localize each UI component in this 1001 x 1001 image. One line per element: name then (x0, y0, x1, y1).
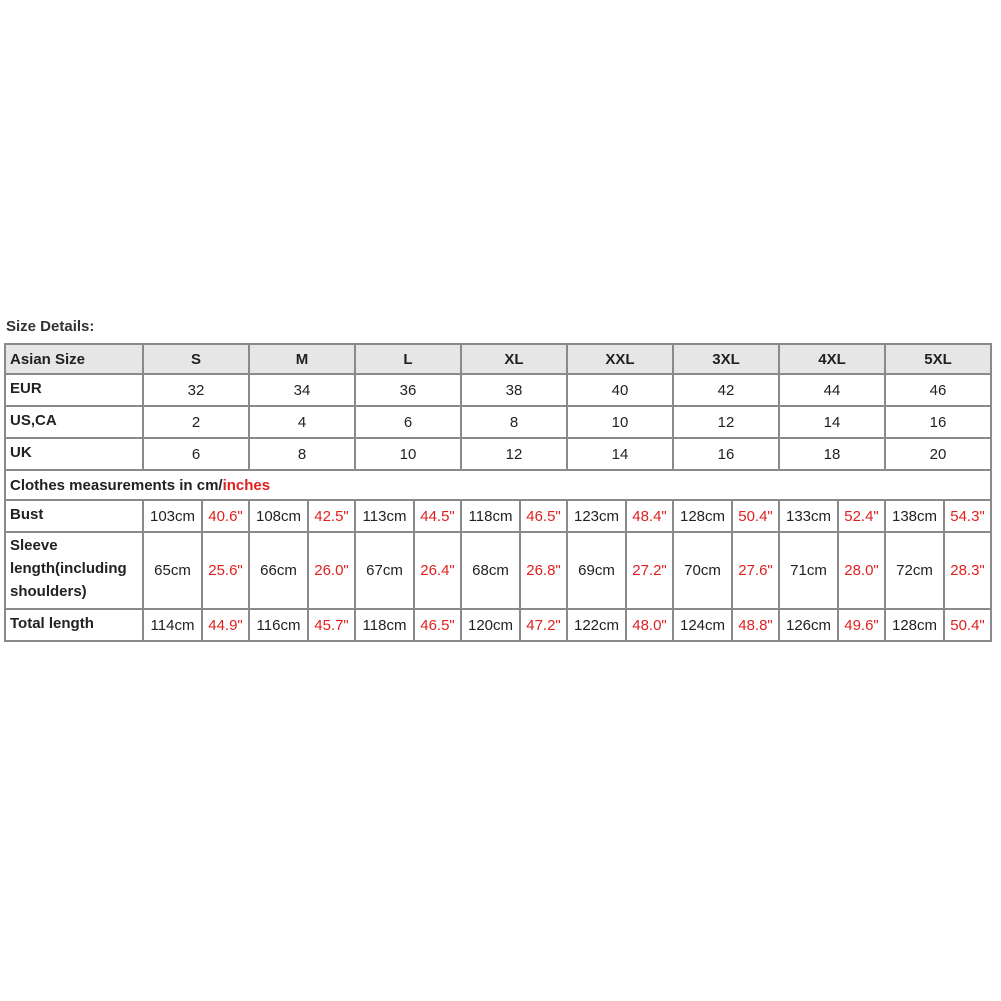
cm-value: 120cm (461, 609, 520, 641)
inch-value: 40.6" (202, 500, 249, 532)
size-header: XXL (567, 344, 673, 374)
cm-value: 124cm (673, 609, 732, 641)
size-header: M (249, 344, 355, 374)
size-value: 40 (567, 374, 673, 406)
row-label: UK (5, 438, 143, 470)
size-value: 8 (461, 406, 567, 438)
size-value: 34 (249, 374, 355, 406)
inch-value: 48.4" (626, 500, 673, 532)
inch-value: 54.3" (944, 500, 991, 532)
row-label: US,CA (5, 406, 143, 438)
measurement-row (5, 609, 991, 641)
measurements-title-prefix: Clothes measurements in cm/ (10, 476, 223, 494)
inch-value: 42.5" (308, 500, 355, 532)
size-value: 6 (355, 406, 461, 438)
inch-value: 52.4" (838, 500, 885, 532)
measurements-title-suffix: inches (222, 476, 271, 494)
cm-value: 122cm (567, 609, 626, 641)
inch-value: 28.0" (838, 532, 885, 609)
row-label: Bust (5, 500, 143, 532)
inch-value: 48.0" (626, 609, 673, 641)
cm-value: 70cm (673, 532, 732, 609)
size-value: 44 (779, 374, 885, 406)
cm-value: 114cm (143, 609, 202, 641)
size-header: 5XL (885, 344, 991, 374)
inch-value: 44.5" (414, 500, 461, 532)
size-header: S (143, 344, 249, 374)
size-table (4, 343, 992, 642)
cm-value: 116cm (249, 609, 308, 641)
inch-value: 46.5" (414, 609, 461, 641)
cm-value: 103cm (143, 500, 202, 532)
size-header: XL (461, 344, 567, 374)
inch-value: 47.2" (520, 609, 567, 641)
measurements-title (5, 470, 991, 500)
size-value: 12 (461, 438, 567, 470)
inch-value: 27.2" (626, 532, 673, 609)
cm-value: 65cm (143, 532, 202, 609)
size-value: 20 (885, 438, 991, 470)
inch-value: 26.8" (520, 532, 567, 609)
inch-value: 45.7" (308, 609, 355, 641)
inch-value: 46.5" (520, 500, 567, 532)
size-value: 6 (143, 438, 249, 470)
page-title: Size Details: (6, 318, 95, 335)
conversion-row (5, 374, 991, 406)
size-value: 2 (143, 406, 249, 438)
cm-value: 128cm (885, 609, 944, 641)
cm-value: 71cm (779, 532, 838, 609)
row-label: Sleeve length(including shoulders) (5, 532, 143, 609)
measurement-row (5, 500, 991, 532)
inch-value: 50.4" (944, 609, 991, 641)
size-value: 46 (885, 374, 991, 406)
inch-value: 26.4" (414, 532, 461, 609)
header-row (5, 344, 991, 374)
row-label: EUR (5, 374, 143, 406)
cm-value: 118cm (355, 609, 414, 641)
size-header: 3XL (673, 344, 779, 374)
header-label: Asian Size (5, 344, 143, 374)
inch-value: 50.4" (732, 500, 779, 532)
inch-value: 48.8" (732, 609, 779, 641)
cm-value: 66cm (249, 532, 308, 609)
inch-value: 27.6" (732, 532, 779, 609)
cm-value: 133cm (779, 500, 838, 532)
cm-value: 72cm (885, 532, 944, 609)
size-value: 18 (779, 438, 885, 470)
inch-value: 28.3" (944, 532, 991, 609)
size-value: 8 (249, 438, 355, 470)
size-value: 14 (779, 406, 885, 438)
cm-value: 68cm (461, 532, 520, 609)
measurement-row (5, 532, 991, 609)
conversion-row (5, 438, 991, 470)
size-header: L (355, 344, 461, 374)
cm-value: 113cm (355, 500, 414, 532)
size-value: 42 (673, 374, 779, 406)
row-label: Total length (5, 609, 143, 641)
inch-value: 49.6" (838, 609, 885, 641)
size-value: 4 (249, 406, 355, 438)
size-value: 32 (143, 374, 249, 406)
cm-value: 108cm (249, 500, 308, 532)
size-value: 14 (567, 438, 673, 470)
inch-value: 26.0" (308, 532, 355, 609)
size-value: 16 (885, 406, 991, 438)
size-value: 10 (567, 406, 673, 438)
size-value: 38 (461, 374, 567, 406)
size-value: 36 (355, 374, 461, 406)
size-value: 16 (673, 438, 779, 470)
cm-value: 126cm (779, 609, 838, 641)
conversion-row (5, 406, 991, 438)
cm-value: 118cm (461, 500, 520, 532)
cm-value: 69cm (567, 532, 626, 609)
inch-value: 25.6" (202, 532, 249, 609)
inch-value: 44.9" (202, 609, 249, 641)
cm-value: 67cm (355, 532, 414, 609)
size-header: 4XL (779, 344, 885, 374)
cm-value: 123cm (567, 500, 626, 532)
cm-value: 138cm (885, 500, 944, 532)
cm-value: 128cm (673, 500, 732, 532)
size-value: 12 (673, 406, 779, 438)
measurements-title-row (5, 470, 991, 500)
size-value: 10 (355, 438, 461, 470)
